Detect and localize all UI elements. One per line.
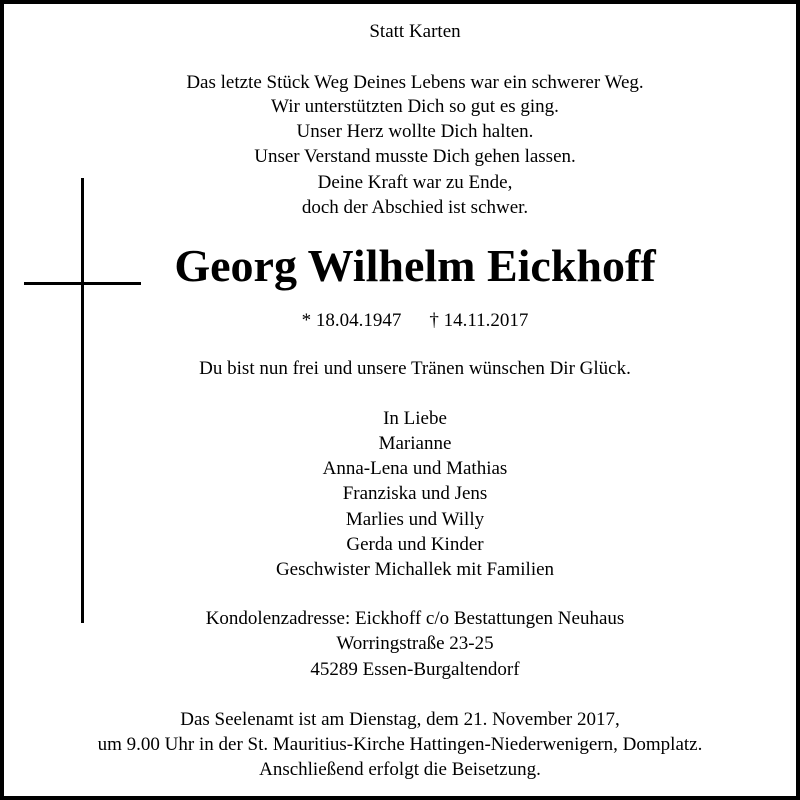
mourner-line: Geschwister Michallek mit Familien bbox=[275, 559, 555, 580]
mourner-line: Marianne bbox=[378, 433, 452, 454]
farewell-quote: Du bist nun frei und unsere Tränen wünschen Dir Glück. bbox=[199, 358, 631, 379]
poem-line: Das letzte Stück Weg Deines Lebens war ein schwerer Weg. bbox=[186, 72, 644, 93]
poem-line: doch der Abschied ist schwer. bbox=[301, 197, 529, 218]
poem-line: Unser Verstand musste Dich gehen lassen. bbox=[254, 146, 576, 167]
poem-line: Wir unterstützten Dich so gut es ging. bbox=[271, 96, 559, 117]
service-line: Das Seelenamt ist am Dienstag, dem 21. November 2017, bbox=[180, 709, 620, 730]
life-dates bbox=[0, 309, 800, 333]
condolence-line: Worringstraße 23-25 bbox=[336, 633, 494, 654]
birth-date: * 18.04.1947 bbox=[301, 310, 402, 331]
service-line: um 9.00 Uhr in der St. Mauritius-Kirche Hattingen-Niederwenigern, Domplatz. bbox=[97, 734, 703, 755]
mourner-line: Gerda und Kinder bbox=[346, 534, 484, 555]
deceased-name: Georg Wilhelm Eickhoff bbox=[174, 240, 656, 291]
poem-line: Unser Herz wollte Dich halten. bbox=[296, 121, 534, 142]
condolence-line: Kondolenzadresse: Eickhoff c/o Bestattungen Neuhaus bbox=[205, 608, 625, 629]
mourner-line: Franziska und Jens bbox=[342, 483, 488, 504]
header-text: Statt Karten bbox=[369, 21, 461, 42]
poem-line: Deine Kraft war zu Ende, bbox=[317, 172, 513, 193]
mourner-line: Marlies und Willy bbox=[345, 509, 485, 530]
mourner-line: In Liebe bbox=[383, 408, 447, 429]
condolence-line: 45289 Essen-Burgaltendorf bbox=[310, 659, 520, 680]
mourner-line: Anna-Lena und Mathias bbox=[322, 458, 508, 479]
death-date: † 14.11.2017 bbox=[429, 310, 529, 331]
service-line: Anschließend erfolgt die Beisetzung. bbox=[259, 759, 541, 780]
